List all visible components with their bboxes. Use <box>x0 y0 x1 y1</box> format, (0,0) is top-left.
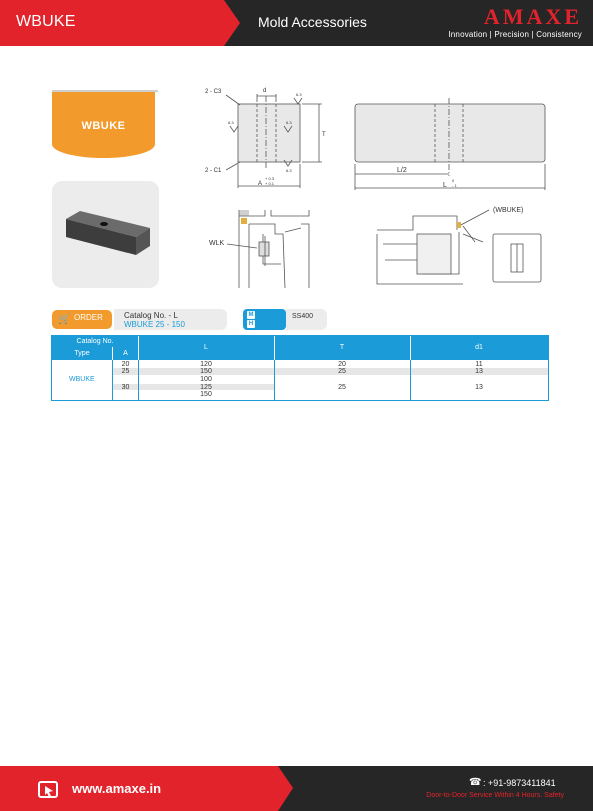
order-button[interactable] <box>52 310 112 329</box>
table-l-value: 125 <box>200 384 212 391</box>
tol-l-upper: 0 <box>452 178 455 183</box>
dim-t-label: T <box>322 132 326 138</box>
table-a-value: 25 <box>121 368 130 375</box>
order-button-label: ORDER <box>74 313 103 322</box>
footer-service-tagline: Door-to-Door Service Within 4 Hours. Safety <box>426 792 564 799</box>
tol-a-lower: + 0.1 <box>265 181 275 186</box>
order-example-line: WBUKE 25 - 150 <box>124 320 185 329</box>
web-pointer-icon <box>36 777 60 801</box>
table-t-value: 20 <box>338 361 346 368</box>
material-value: SS400 <box>292 313 314 320</box>
table-header-d1: d1 <box>410 336 548 360</box>
table-a-value: 20 <box>121 361 130 368</box>
table-header-a: A <box>113 347 138 360</box>
table-d1-value: 11 <box>475 361 483 368</box>
usage-drawing <box>373 204 549 292</box>
table-header-l: L <box>138 336 274 360</box>
website-link[interactable]: www.amaxe.in <box>72 781 162 796</box>
table-d1-value: 13 <box>475 384 483 391</box>
table-type-value: WBUKE <box>69 376 95 383</box>
product-tab <box>52 92 155 158</box>
surface-mark-3: 6.3 <box>286 120 292 125</box>
cart-icon: 🛒 <box>58 314 71 325</box>
table-header-type: Type <box>52 347 112 360</box>
table-l-value: 150 <box>200 368 212 375</box>
phone-icon: ☎ <box>469 777 482 788</box>
surface-mark-2: 6.3 <box>228 120 234 125</box>
installation-drawing <box>205 204 315 292</box>
table-t-value: 25 <box>338 384 346 391</box>
chamfer-top-label: 2 - C3 <box>205 89 222 95</box>
brand-name: AMAXE <box>483 4 582 29</box>
table-l-value: 150 <box>200 391 212 398</box>
material-h-label: H <box>248 321 254 327</box>
table-t-value: 25 <box>338 368 346 375</box>
table-l-value: 120 <box>200 361 212 368</box>
chamfer-bottom-label: 2 - C1 <box>205 168 222 174</box>
product-photo <box>52 181 159 288</box>
header-category: Mold Accessories <box>258 14 367 30</box>
surface-mark-4: 6.3 <box>286 168 292 173</box>
wbuke-usage-label: (WBUKE) <box>493 207 524 214</box>
wlk-label: WLK <box>209 240 225 247</box>
surface-mark-1: 6.3 <box>296 92 302 97</box>
phone-number[interactable]: : +91-9873411841 <box>483 778 556 788</box>
dim-a-label: A <box>258 181 263 187</box>
table-d1-value: 13 <box>475 368 483 375</box>
header-product-name: WBUKE <box>16 13 76 30</box>
table-a-value: 30 <box>121 384 130 391</box>
side-view-drawing <box>345 94 555 194</box>
front-view-drawing <box>200 84 340 194</box>
brand-tagline: Innovation | Precision | Consistency <box>448 30 582 39</box>
wedge-block-image <box>52 181 159 288</box>
product-tab-label: WBUKE <box>81 120 126 132</box>
spec-table <box>51 335 549 401</box>
tol-a-upper: + 0.3 <box>265 176 275 181</box>
table-header-catalog: Catalog No. <box>52 336 138 347</box>
dim-half-l-label: L/2 <box>397 167 407 174</box>
dim-d-label: d <box>263 88 267 94</box>
dim-l-label: L <box>443 182 447 189</box>
material-m-label: M <box>248 312 254 318</box>
table-header-t: T <box>274 336 410 360</box>
order-format-line: Catalog No. - L <box>124 311 178 320</box>
table-l-value: 100 <box>200 376 212 383</box>
brand-logo[interactable] <box>448 6 582 39</box>
tol-l-lower: - 1 <box>452 183 457 188</box>
